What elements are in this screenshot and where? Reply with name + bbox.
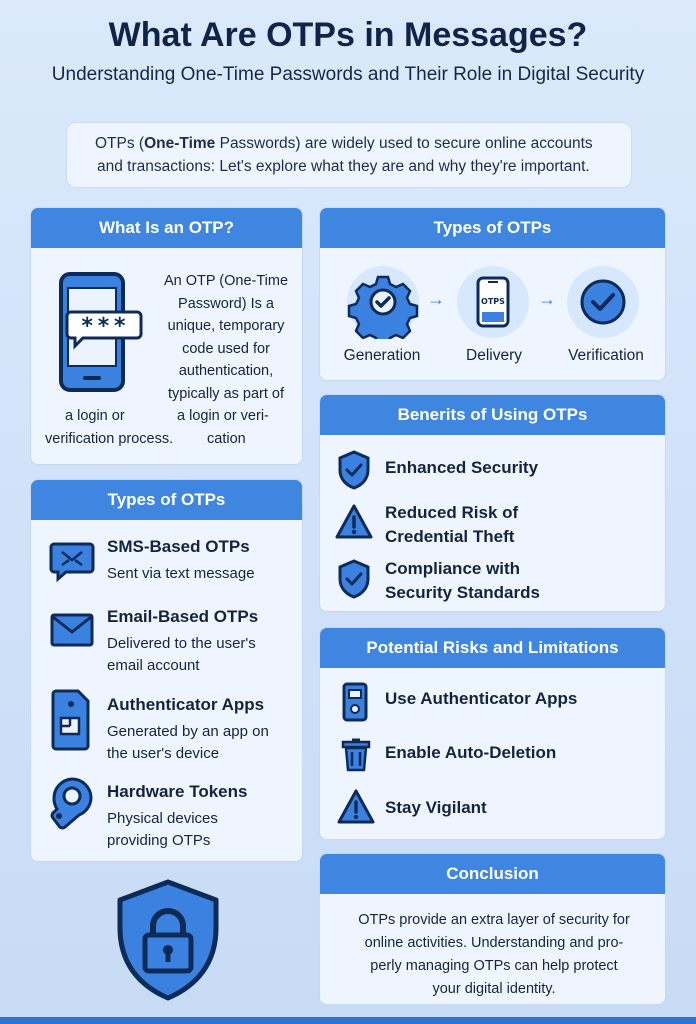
benefit-label: Enhanced Security <box>385 458 539 477</box>
message-icon <box>49 538 95 584</box>
types-flow-card <box>319 207 666 381</box>
shield-check-icon <box>336 558 372 600</box>
risks-card <box>319 627 666 840</box>
types-list-card <box>30 479 303 862</box>
type-desc: Generated by an app on the user's device <box>107 723 269 762</box>
benefits-card <box>319 394 666 612</box>
flow-arrow: → <box>427 289 445 309</box>
page-title: What Are OTPs in Messages? <box>108 16 588 54</box>
conclusion-card <box>319 853 666 1005</box>
type-title: Email-Based OTPs <box>107 607 259 626</box>
definition-line: unique, temporary <box>167 318 285 334</box>
step-delivery: Delivery <box>466 347 522 364</box>
otp-screen-text: *** <box>80 314 130 339</box>
phone-icon <box>341 681 369 723</box>
type-desc: Delivered to the user's email account <box>107 635 256 674</box>
card-heading: Benerits of Using OTPs <box>320 395 665 435</box>
intro-line-1: OTPs (One-Time Passwords) are widely used to secure online accounts <box>95 135 593 152</box>
card-heading: Potential Risks and Limitations <box>320 628 665 668</box>
phone-screen-label: OTPS <box>481 297 505 306</box>
page-subtitle: Understanding One-Time Passwords and Their Role in Digital Security <box>51 64 645 85</box>
type-desc: Physical devices providing OTPs <box>107 810 218 849</box>
definition-line: authentication, <box>178 363 274 379</box>
what-is-otp-card <box>30 207 303 465</box>
card-heading: Conclusion <box>320 854 665 894</box>
card-heading: Types of OTPs <box>31 480 302 520</box>
step-verification: Verification <box>568 347 644 364</box>
trash-icon <box>340 737 372 773</box>
otp-definition <box>151 270 301 405</box>
shield-lock-icon <box>112 878 224 1002</box>
intro-line-2: and transactions: Let's explore what they are and why they're important. <box>97 158 590 175</box>
intro-box <box>66 122 632 188</box>
step-generation: Generation <box>343 347 421 364</box>
check-circle-icon <box>566 265 640 339</box>
definition-bottom-left: a login or verification process. <box>45 408 174 447</box>
phone-otp-icon <box>456 265 530 339</box>
definition-line: typically as part of <box>167 385 285 402</box>
authenticator-icon <box>51 688 91 752</box>
risk-label: Use Authenticator Apps <box>385 689 578 708</box>
definition-line: An OTP (One-Time <box>163 273 289 289</box>
type-title: Authenticator Apps <box>107 695 265 714</box>
conclusion-text: OTPs provide an extra layer of security for online activities. Understanding and pro- perly managing OTPs can help protect your digital identity. <box>358 912 630 997</box>
benefit-label: Compliance with Security Standards <box>385 559 540 602</box>
warning-icon <box>334 503 374 541</box>
type-title: SMS-Based OTPs <box>107 537 250 556</box>
gear-icon <box>346 265 420 339</box>
token-icon <box>47 776 97 830</box>
warning-icon <box>336 788 376 826</box>
type-desc: Sent via text message <box>107 565 255 582</box>
definition-line: code used for <box>182 340 270 357</box>
risk-label: Stay Vigilant <box>385 798 487 817</box>
definition-line: Password) Is a <box>178 295 274 312</box>
footer-bar <box>0 1017 696 1024</box>
envelope-icon <box>49 610 95 650</box>
smartphone-otp-icon <box>55 270 155 394</box>
risk-label: Enable Auto-Deletion <box>385 743 557 762</box>
benefit-label: Reduced Risk of Credential Theft <box>385 503 519 546</box>
card-heading: Types of OTPs <box>320 208 665 248</box>
shield-check-icon <box>336 449 372 491</box>
card-heading: What Is an OTP? <box>31 208 302 248</box>
definition-bottom-right: a login or veri- cation <box>177 408 269 447</box>
flow-arrow: → <box>538 289 556 309</box>
type-title: Hardware Tokens <box>107 782 248 801</box>
